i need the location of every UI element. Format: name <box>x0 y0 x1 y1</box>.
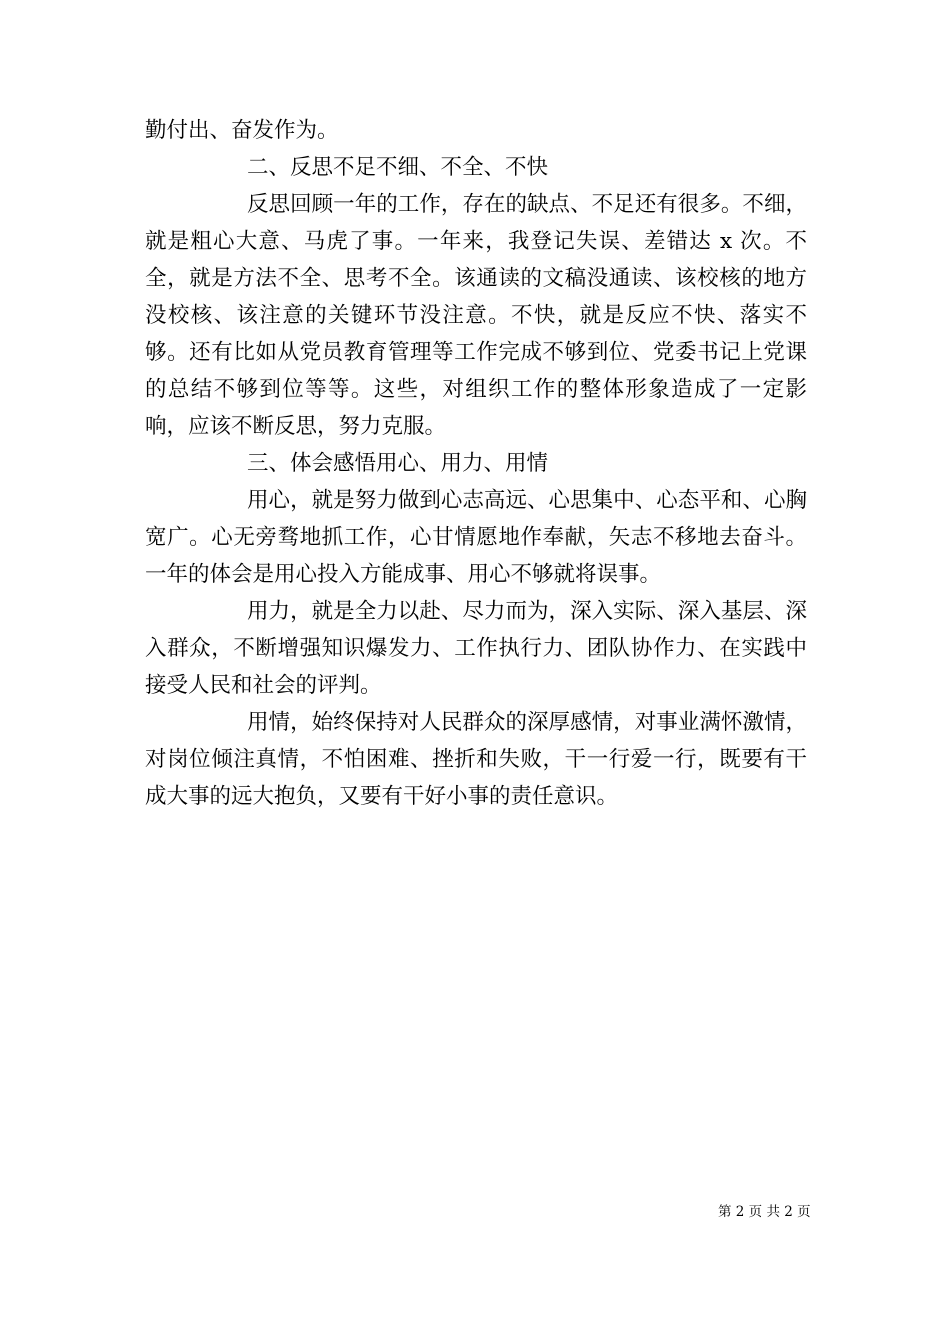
section-heading-reflection: 二、反思不足不细、不全、不快 <box>247 155 549 180</box>
body-paragraph-passion: 用情，始终保持对人民群众的深厚感情，对事业满怀激情，对岗位倾注真情，不怕困难、挫折和失败，干一行爱一行，既要有干成大事的远大抱负，又要有干好小事的责任意识。 <box>145 710 807 809</box>
continuation-paragraph: 勤付出、奋发作为。 <box>145 118 339 143</box>
body-paragraph-reflection: 反思回顾一年的工作，存在的缺点、不足还有很多。不细，就是粗心大意、马虎了事。一年来，我登记失误、差错达 x 次。不全，就是方法不全、思考不全。该通读的文稿没通读、该校核的地方没校核、该注意的关键环节没注意。不快，就是反应不快、落实不够。还有比如从党员教育管理等工作完成不够到位、党委书记上党课的总结不够到位等等。这些，对组织工作的整体形象造成了一定影响，应该不断反思，努力克服。 <box>145 192 807 439</box>
page-number-footer: 第 2 页 共 2 页 <box>718 1204 811 1220</box>
body-paragraph-heart: 用心，就是努力做到心志高远、心思集中、心态平和、心胸宽广。心无旁骛地抓工作，心甘情愿地作奉献，矢志不移地去奋斗。一年的体会是用心投入方能成事、用心不够就将误事。 <box>145 488 807 587</box>
body-paragraph-effort: 用力，就是全力以赴、尽力而为，深入实际、深入基层、深入群众，不断增强知识爆发力、工作执行力、团队协作力、在实践中接受人民和社会的评判。 <box>145 599 807 698</box>
document-body <box>145 112 807 815</box>
section-heading-insights: 三、体会感悟用心、用力、用情 <box>247 451 549 476</box>
